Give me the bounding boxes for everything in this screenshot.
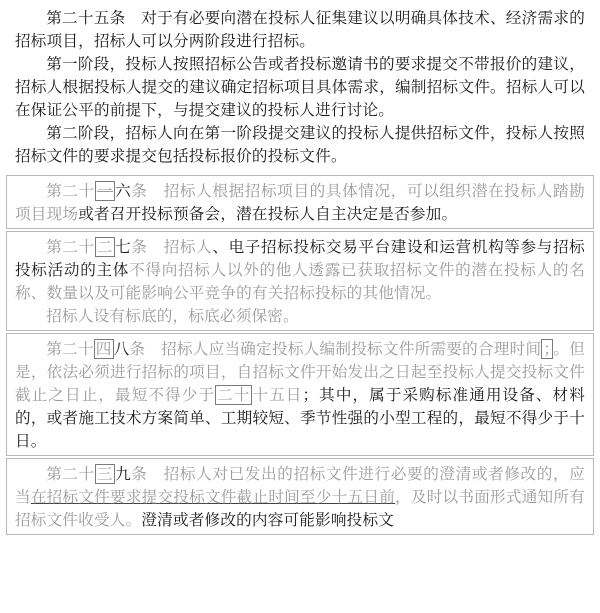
article-29-new-number: 九 <box>115 465 132 483</box>
article-25-para-3: 第二阶段，招标人向在第一阶段提交建议的投标人提供招标文件，投标人按照招标文件的要求提交包括投标报价的投标文件。 <box>15 124 585 165</box>
article-28-text-gray-a: 条 招标人应当确定投标人编制投标文件所需要的合理时间 <box>129 340 542 358</box>
article-28-para <box>15 338 585 453</box>
article-29-text-gray-b: 及时以书面形式通知所有招标文件收受人。 <box>15 488 586 529</box>
article-25-para-2: 第一阶段，投标人按照招标公告或者投标邀请书的要求提交不带报价的建议，招标人根据投标人提交的建议确定招标项目具体需求，编制招标文件。招标人可以在保证公平的前提下，与提交建议的投标人进行讨论。 <box>15 55 585 119</box>
article-27-text-dark: 、电子招标投标交易平台建设和运营机构等参与招标投标活动的主体 <box>15 238 585 279</box>
article-29 <box>6 458 594 535</box>
article-27-text-gray-b: 不得向招标人以外的他人透露已获取招标文件的潜在投标人的名称、数量以及可能影响公平竞争的有关招标投标的其他情况。 <box>15 261 585 302</box>
article-29-text-gray-a: 条 招标人对已发出的招标文件进行必要的澄清或者修改的，应当 <box>15 465 585 506</box>
article-29-underlined: 在招标文件要求提交投标文件截止时间至少十五日前 <box>30 488 396 506</box>
article-26 <box>6 175 594 229</box>
article-25-para-1: 第二十五条 对于有必要向潜在投标人征集建议以明确具体技术、经济需求的招标项目，招标人可以分两阶段进行招标。 <box>15 9 585 50</box>
article-27-para-1 <box>15 236 585 305</box>
article-28-text-gray-b: 。但是，依法必须进行招标的项目，自招标文件开始发出之日起至投标人提交投标文件截止之日止，最短不得少于 <box>15 340 585 404</box>
article-26-para <box>15 180 585 226</box>
article-28-semicolon: ； <box>543 340 552 358</box>
article-26-new-number: 六 <box>115 182 132 200</box>
article-28-old-number: 四 <box>95 340 112 358</box>
article-25 <box>6 0 594 173</box>
article-28-new-days: 十五日 <box>252 386 303 404</box>
article-26-text-gray: 条 招标人根据招标项目的具体情况，可以组织潜在投标人踏勘项目现场 <box>15 182 585 223</box>
article-29-comma: ， <box>395 488 411 506</box>
article-28 <box>6 333 594 456</box>
article-27 <box>6 231 594 331</box>
article-27-text-gray-a: 条 招标人 <box>131 238 213 256</box>
article-27-old-number: 二 <box>96 238 114 256</box>
article-28-text-dark: ；其中，属于采购标准通用设备、材料的，或者施工技术方案简单、工期较短、季节性强的小型工程的，最短不得少于十日。 <box>15 386 586 450</box>
article-26-prefix: 第二十 <box>46 182 95 200</box>
article-28-old-days: 二十 <box>217 386 251 404</box>
article-28-new-number: 八 <box>113 340 130 358</box>
article-28-prefix: 第二十 <box>46 340 94 358</box>
article-27-para-2: 招标人设有标底的，标底必须保密。 <box>46 307 299 325</box>
article-27-new-number: 七 <box>115 238 132 256</box>
article-29-para <box>15 463 585 532</box>
article-26-text-dark: 或者召开投标预备会，潜在投标人自主决定是否参加。 <box>78 205 458 223</box>
article-29-text-dark: 澄清或者修改的内容可能影响投标文 <box>141 511 395 529</box>
article-29-prefix: 第二十 <box>46 465 95 483</box>
article-29-old-number: 三 <box>96 465 114 483</box>
article-26-old-number: 一 <box>96 182 114 200</box>
article-27-prefix: 第二十 <box>46 238 95 256</box>
